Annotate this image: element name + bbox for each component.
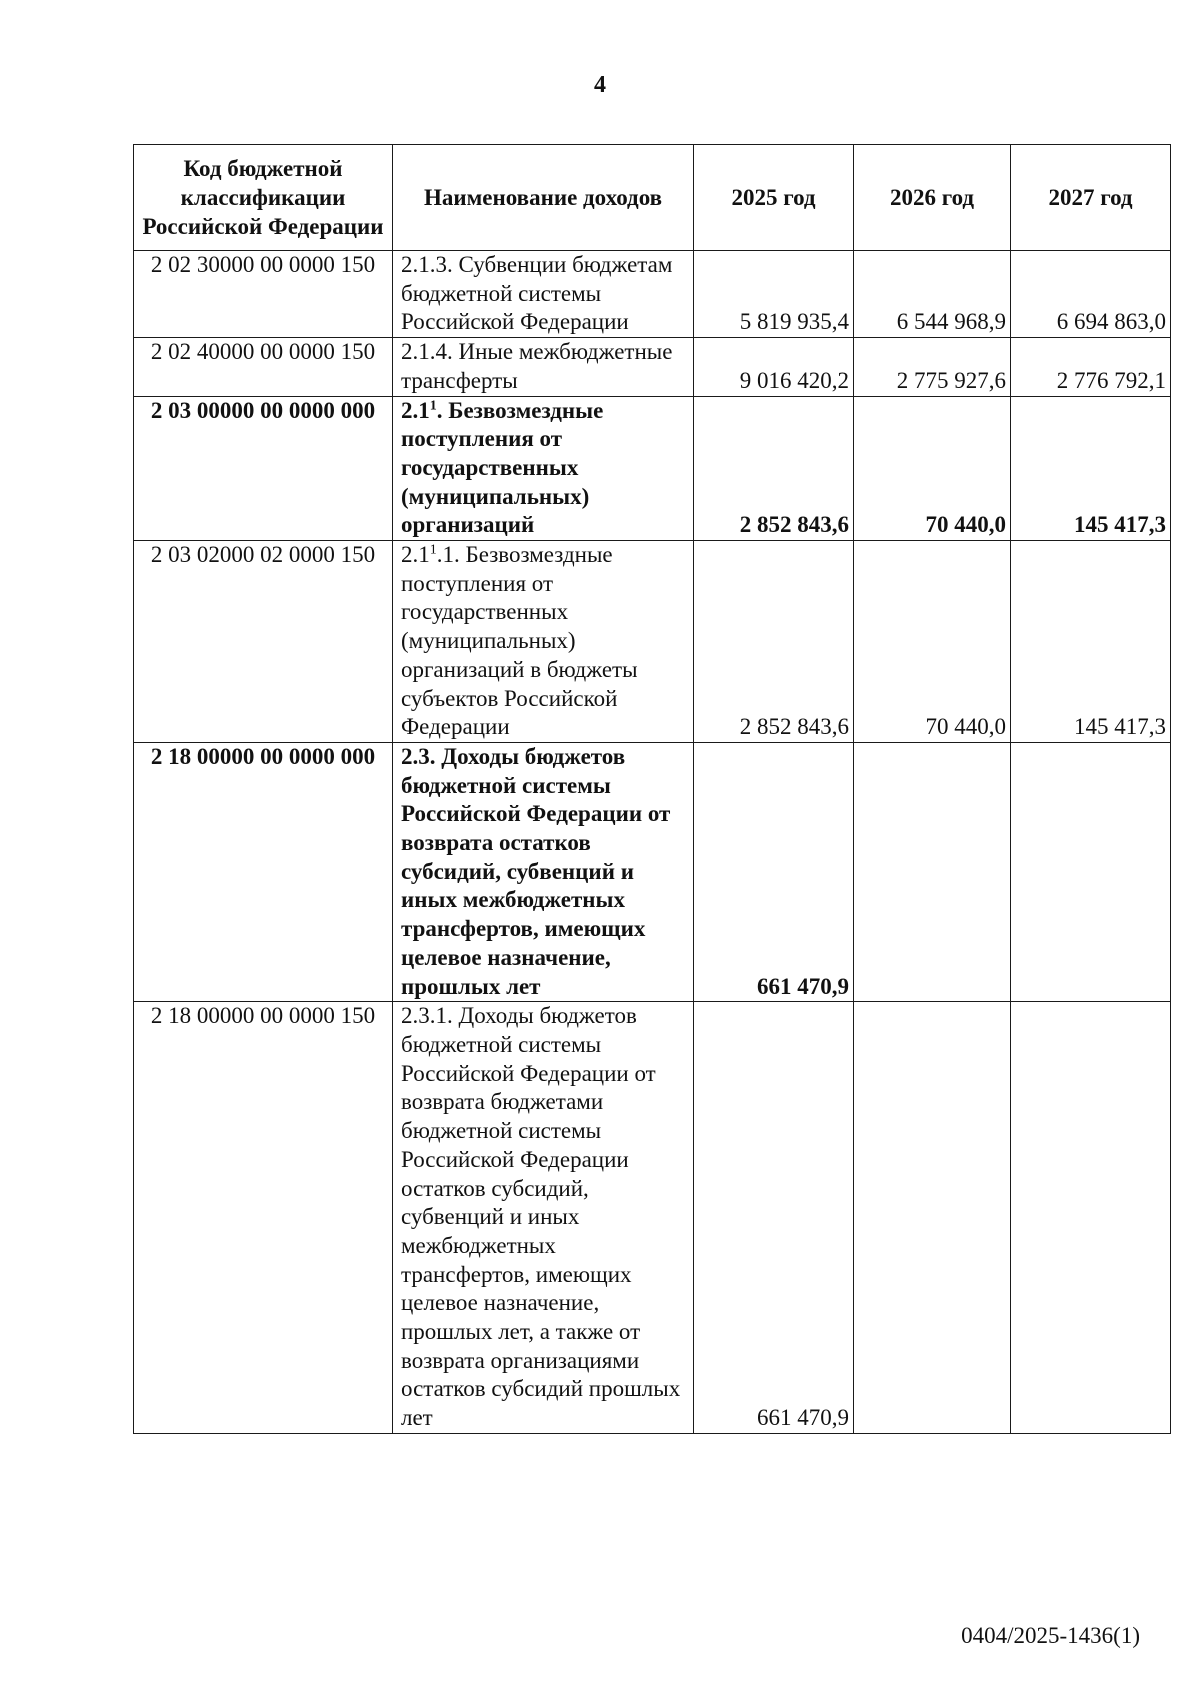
row-value-2027: 145 417,3 [1011,541,1171,743]
row-value-2025: 661 470,9 [694,742,854,1001]
row-name [393,1002,694,1434]
header-2026: 2026 год [854,145,1011,251]
row-name-prefix: 2.1 [401,542,430,568]
table-row [134,396,1171,541]
table-row [134,1002,1171,1434]
row-value-2026: 6 544 968,9 [854,251,1011,338]
table-row [134,541,1171,743]
page-number: 4 [594,72,606,98]
header-2027: 2027 год [1011,145,1171,251]
row-value-2026 [854,742,1011,1001]
row-name-text: .1. Безвозмездные поступления от государственных (муниципальных) организаций в бюджеты субъектов Российской Федерации [401,542,638,740]
row-value-2027: 6 694 863,0 [1011,251,1171,338]
row-value-2026 [854,1002,1011,1434]
row-value-2025: 661 470,9 [694,1002,854,1434]
row-name-text: Доходы бюджетов бюджетной системы Российской Федерации от возврата остатков субсидий, субвенций и иных межбюджетных трансфертов, имеющих целевое назначение, прошлых лет [401,743,671,999]
document-id: 0404/2025-1436(1) [961,1623,1140,1648]
row-code: 2 03 02000 02 0000 150 [134,541,393,743]
row-name [393,251,694,338]
row-name-text: Доходы бюджетов бюджетной системы Российской Федерации от возврата бюджетами бюджетной системы Российской Федерации остатков субсидий, субвенций и иных межбюджетных трансфертов, имеющих целевое назначение, прошлых лет, а также от возврата организациями остатков субсидий прошлых лет [401,1003,681,1431]
table-row [134,338,1171,396]
row-name [393,742,694,1001]
row-value-2027: 145 417,3 [1011,396,1171,541]
row-value-2025: 2 852 843,6 [694,396,854,541]
row-value-2026: 70 440,0 [854,541,1011,743]
row-value-2025: 2 852 843,6 [694,541,854,743]
row-name-text: Субвенции бюджетам бюджетной системы Российской Федерации [401,252,673,335]
row-name-prefix: 2.1 [401,397,430,423]
row-value-2026: 2 775 927,6 [854,338,1011,396]
table-row [134,742,1171,1001]
row-name-prefix: 2.1.3. [401,252,453,277]
row-name [393,396,694,541]
table-row [134,251,1171,338]
row-value-2027 [1011,742,1171,1001]
row-value-2025: 5 819 935,4 [694,251,854,338]
row-code: 2 03 00000 00 0000 000 [134,396,393,541]
header-name: Наименование доходов [393,145,694,251]
row-name-superscript: 1 [429,542,437,558]
row-value-2025: 9 016 420,2 [694,338,854,396]
revenue-table [133,144,1171,1434]
row-code: 2 18 00000 00 0000 000 [134,742,393,1001]
row-value-2026: 70 440,0 [854,396,1011,541]
row-code: 2 18 00000 00 0000 150 [134,1002,393,1434]
row-name-text: Иные межбюджетные трансферты [401,339,673,393]
row-name-prefix: 2.1.4. [401,339,453,365]
row-name-prefix: 2.3.1. [401,1003,453,1029]
header-2025: 2025 год [694,145,854,251]
row-name-text: . Безвозмездные поступления от государственных (муниципальных) организаций [401,397,604,538]
row-name-prefix: 2.3. [401,743,436,769]
row-name [393,541,694,743]
row-name [393,338,694,396]
header-code: Код бюджетной классификации Российской Федерации [134,145,393,251]
row-value-2027: 2 776 792,1 [1011,338,1171,396]
row-code: 2 02 40000 00 0000 150 [134,338,393,396]
row-name-superscript: 1 [429,397,437,413]
row-code: 2 02 30000 00 0000 150 [134,251,393,338]
table-header-row [134,145,1171,251]
row-value-2027 [1011,1002,1171,1434]
